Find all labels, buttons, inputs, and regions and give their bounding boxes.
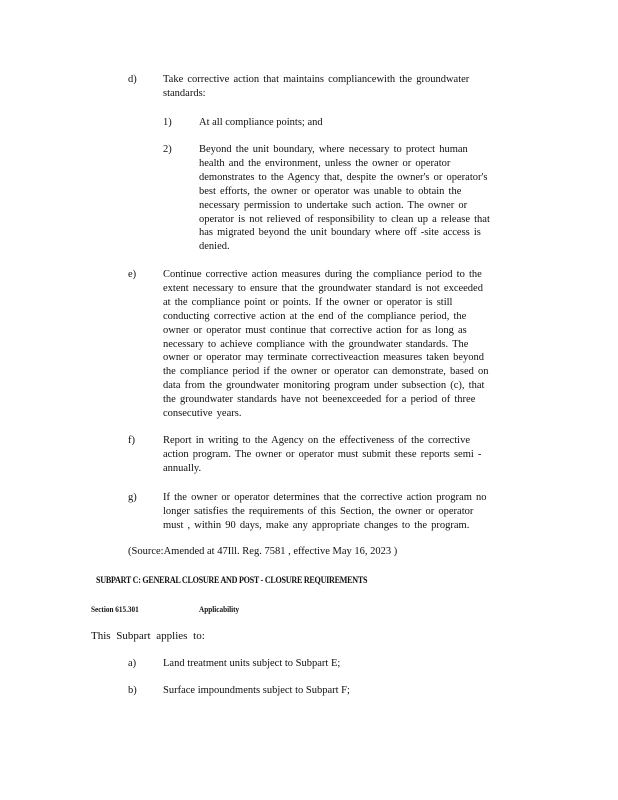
list-item-label: b) xyxy=(128,685,137,696)
source-note: (Source:Amended at 47Ill. Reg. 7581 , effective May 16, 2023 ) xyxy=(128,546,398,557)
section-title: Applicability xyxy=(199,604,240,614)
text-line: Beyond the unit boundary, where necessary to protect human xyxy=(199,144,468,155)
text-line: annually. xyxy=(163,462,202,474)
text-line: conducting corrective action at the end of the compliance period, the xyxy=(163,310,467,322)
text-line: owner or operator must continue that corrective action for as long as xyxy=(163,324,467,336)
item-d-text xyxy=(163,73,469,101)
text-line: Report in writing to the Agency on the effectiveness of the corrective xyxy=(163,435,471,446)
item-label-g: g) xyxy=(128,492,137,503)
text-line: operator is not relieved of responsibility to clean up a release that xyxy=(199,213,490,225)
text-line: standards: xyxy=(163,87,206,99)
text-line: owner or operator may terminate correctiveaction measures taken beyond xyxy=(163,352,485,364)
text-line: extent necessary to ensure that the groundwater standard is not exceeded xyxy=(163,282,483,294)
item-e-text xyxy=(163,268,489,421)
text-line: health and the environment, unless the owner or operator xyxy=(199,157,451,169)
text-line: Take corrective action that maintains compliancewith the groundwater xyxy=(163,74,470,85)
text-line: best efforts, the owner or operator was unable to obtain the xyxy=(199,185,462,197)
item-label-f: f) xyxy=(128,435,135,446)
text-line: necessary to achieve compliance with the groundwater standards. The xyxy=(163,338,469,350)
subitem-1-text: At all compliance points; and xyxy=(199,117,323,128)
item-g-text xyxy=(163,491,487,533)
text-line: data from the groundwater monitoring program under subsection (c), that xyxy=(163,380,485,392)
list-item-text: Land treatment units subject to Subpart E; xyxy=(163,658,341,669)
text-line: If the owner or operator determines that the corrective action program no xyxy=(163,492,487,503)
item-f-text xyxy=(163,434,481,476)
text-line: must , within 90 days, make any appropriate changes to the program. xyxy=(163,519,470,531)
text-line: has migrated beyond the unit boundary where off -site access is xyxy=(199,227,481,239)
text-line: the groundwater standards have not beenexceeded for a period of three xyxy=(163,394,476,406)
intro-text: This Subpart applies to: xyxy=(91,630,205,642)
subitem-label-1: 1) xyxy=(163,117,172,128)
subpart-heading: SUBPART C: GENERAL CLOSURE AND POST - CLOSURE REQUIREMENTS xyxy=(96,575,368,585)
text-line: denied. xyxy=(199,241,230,253)
text-line: Continue corrective action measures during the compliance period to the xyxy=(163,269,482,280)
text-line: the compliance period if the owner or operator can demonstrate, based on xyxy=(163,366,489,378)
item-label-d: d) xyxy=(128,74,137,85)
list-item-text: Surface impoundments subject to Subpart F; xyxy=(163,685,350,696)
list-item-label: a) xyxy=(128,658,137,669)
subitem-2-text xyxy=(199,143,490,254)
text-line: at the compliance point or points. If the owner or operator is still xyxy=(163,296,453,308)
text-line: demonstrates to the Agency that, despite the owner's or operator's xyxy=(199,171,488,183)
section-number: Section 615.301 xyxy=(91,604,139,614)
item-label-e: e) xyxy=(128,269,137,280)
text-line: consecutive years. xyxy=(163,408,242,420)
text-line: action program. The owner or operator must submit these reports semi - xyxy=(163,448,482,460)
text-line: necessary permission to undertake such action. The owner or xyxy=(199,199,468,211)
text-line: longer satisfies the requirements of this Section, the owner or operator xyxy=(163,505,474,517)
subitem-label-2: 2) xyxy=(163,144,172,155)
